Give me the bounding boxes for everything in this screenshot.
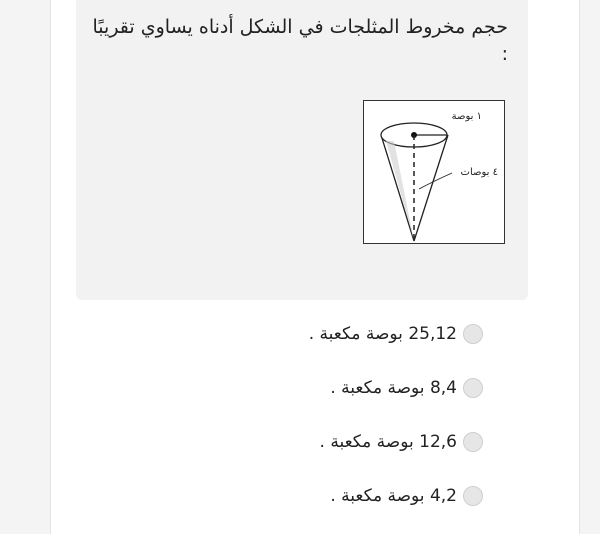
option-label-3: 12,6 بوصة مكعبة .: [319, 432, 457, 452]
radio-button-1[interactable]: [463, 324, 483, 344]
height-label: ٤ بوصات: [460, 167, 498, 178]
option-2[interactable]: [123, 373, 483, 403]
radio-button-3[interactable]: [463, 432, 483, 452]
option-4[interactable]: [123, 481, 483, 511]
cone-figure: [363, 100, 505, 244]
radius-label: ١ بوصة: [451, 111, 482, 122]
radio-button-4[interactable]: [463, 486, 483, 506]
radio-button-2[interactable]: [463, 378, 483, 398]
option-label-1: 25,12 بوصة مكعبة .: [308, 324, 457, 344]
option-label-2: 8,4 بوصة مكعبة .: [330, 378, 457, 398]
option-label-4: 4,2 بوصة مكعبة .: [330, 486, 457, 506]
cone-diagram: [364, 101, 506, 245]
quiz-card: [50, 0, 580, 534]
option-1[interactable]: [123, 319, 483, 349]
question-text: حجم مخروط المثلجات في الشكل أدناه يساوي تقريبًا :: [92, 16, 508, 65]
option-3[interactable]: [123, 427, 483, 457]
